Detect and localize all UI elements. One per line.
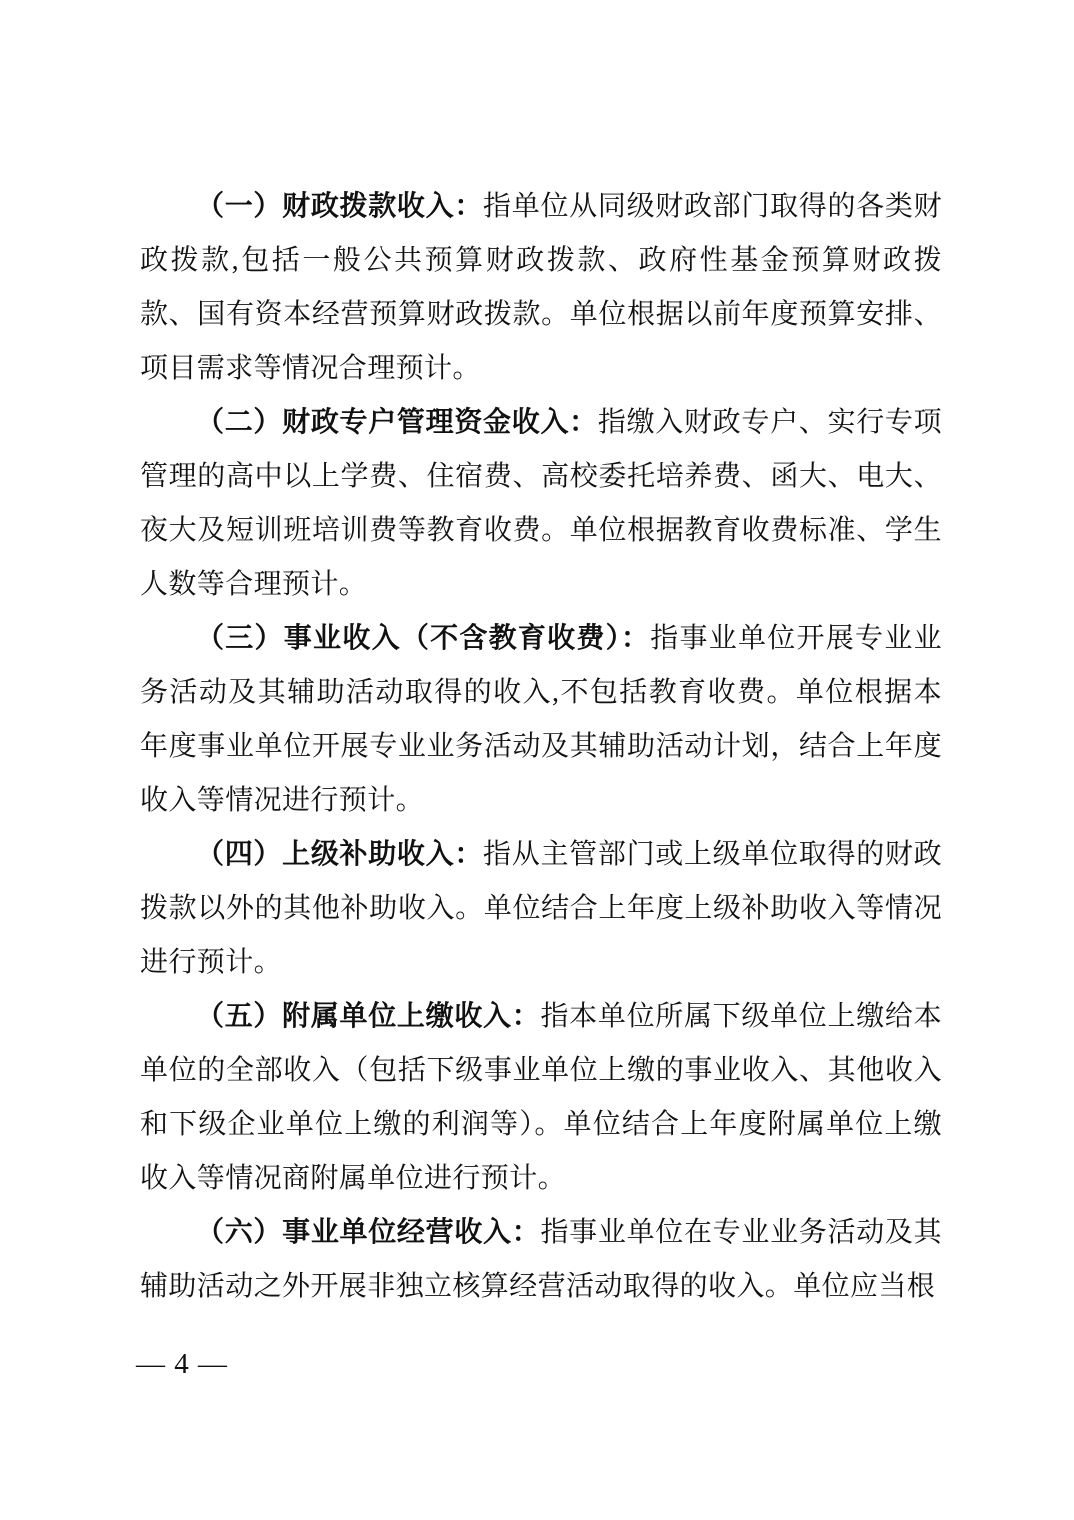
paragraph-6-body: 指事业单位在专业业务活动及其辅助活动之外开展非独立核算经营活动取得的收入。单位应当根 [140, 1217, 942, 1302]
paragraph-1-body: 指单位从同级财政部门取得的各类财政拨款,包括一般公共预算财政拨款、政府性基金预算财政拨款、国有资本经营预算财政拨款。单位根据以前年度预算安排、项目需求等情况合理预计。 [140, 191, 942, 384]
paragraph-4-body: 指从主管部门或上级单位取得的财政拨款以外的其他补助收入。单位结合上年度上级补助收入等情况进行预计。 [140, 839, 942, 978]
paragraph-4-superior-subsidy-income [140, 828, 942, 990]
paragraph-5-heading: （五）附属单位上缴收入： [196, 1001, 541, 1032]
paragraph-4-heading: （四）上级补助收入： [196, 839, 484, 870]
paragraph-5-body: 指本单位所属下级单位上缴给本单位的全部收入（包括下级事业单位上缴的事业收入、其他收入和下级企业单位上缴的利润等）。单位结合上年度附属单位上缴收入等情况商附属单位进行预计。 [140, 1001, 942, 1194]
paragraph-5-affiliated-unit-remitted-income [140, 990, 942, 1206]
document-text-block [140, 180, 942, 1314]
paragraph-6-institution-operating-income [140, 1206, 942, 1314]
paragraph-3-institution-income [140, 612, 942, 828]
paragraph-6-heading: （六）事业单位经营收入： [196, 1217, 541, 1248]
page-number: — 4 — [136, 1348, 228, 1380]
paragraph-3-body: 指事业单位开展专业业务活动及其辅助活动取得的收入,不包括教育收费。单位根据本年度事业单位开展专业业务活动及其辅助活动计划，结合上年度收入等情况进行预计。 [140, 623, 942, 816]
paragraph-1-fiscal-appropriation-income [140, 180, 942, 396]
paragraph-2-heading: （二）财政专户管理资金收入： [196, 407, 598, 438]
paragraph-3-heading: （三）事业收入（不含教育收费）： [196, 623, 651, 654]
paragraph-2-body: 指缴入财政专户、实行专项管理的高中以上学费、住宿费、高校委托培养费、函大、电大、夜大及短训班培训费等教育收费。单位根据教育收费标准、学生人数等合理预计。 [140, 407, 942, 600]
paragraph-1-heading: （一）财政拨款收入： [196, 191, 484, 222]
paragraph-2-fiscal-special-account-income [140, 396, 942, 612]
